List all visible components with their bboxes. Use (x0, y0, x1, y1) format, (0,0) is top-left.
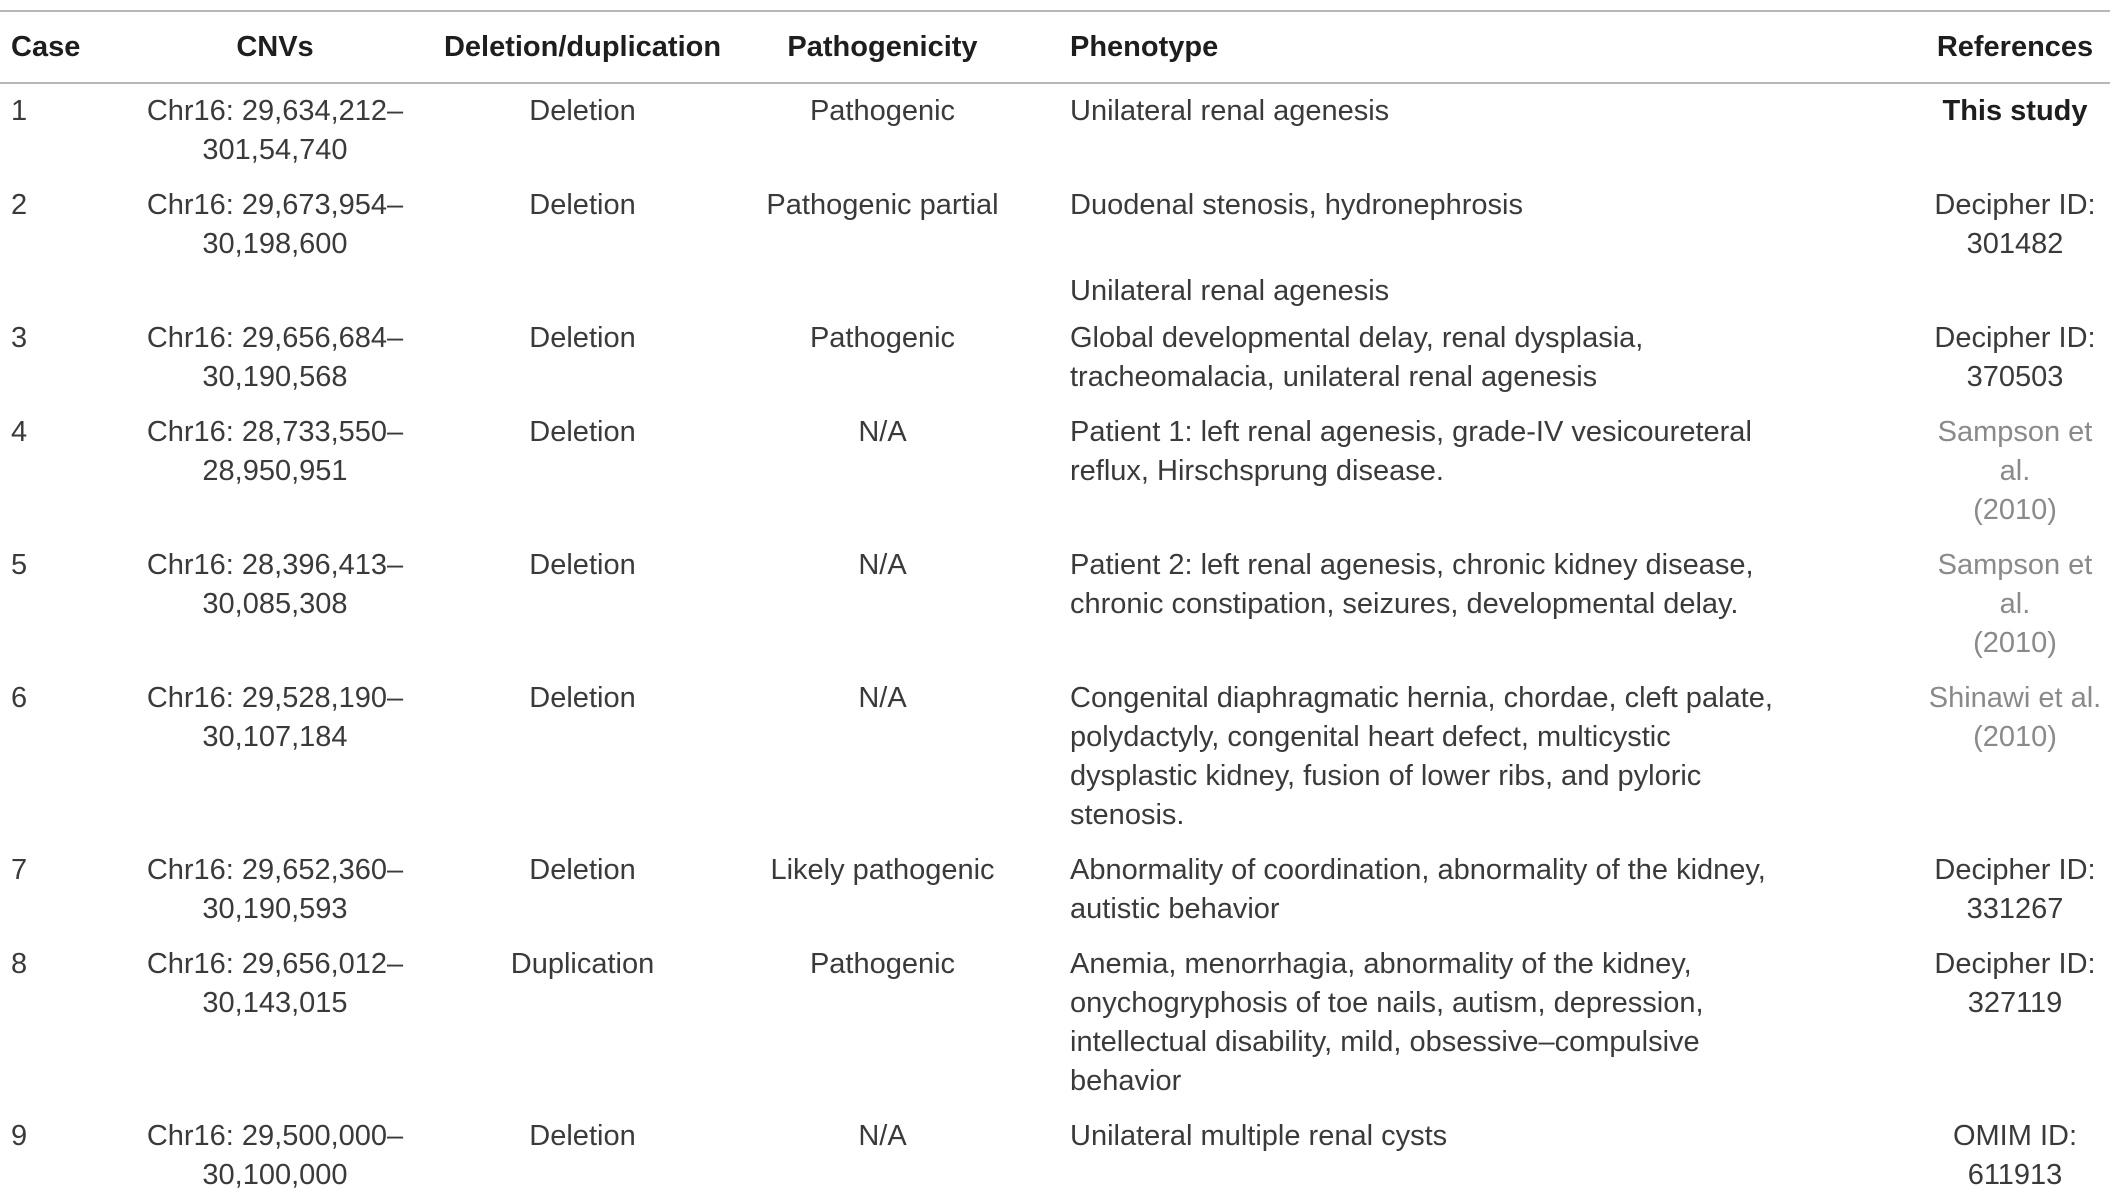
cell-case (0, 538, 110, 671)
cell-case (0, 405, 110, 538)
cell-phenotype (1040, 671, 1800, 843)
phenotype-text: Global developmental delay, renal dysplasia, tracheomalacia, unilateral renal agenesis (1070, 322, 1644, 393)
reference-line-1[interactable]: Sampson et al. (1937, 416, 2093, 487)
cell-references (1800, 843, 2110, 937)
cell-case (0, 1109, 110, 1203)
reference-line-2: 370503 (1966, 361, 2064, 393)
cell-pathogenicity (725, 311, 1040, 405)
phenotype-text: Patient 1: left renal agenesis, grade-IV vesicoureteral reflux, Hirschsprung disease. (1070, 416, 1752, 487)
table-row (0, 272, 2110, 311)
cell-cnvs (110, 272, 440, 311)
cnv-type: Deletion (529, 549, 636, 581)
cell-phenotype (1040, 311, 1800, 405)
cell-deletion-duplication (440, 671, 725, 843)
cell-phenotype (1040, 538, 1800, 671)
cell-pathogenicity (725, 538, 1040, 671)
cnv-range-end: 30,198,600 (202, 228, 348, 260)
phenotype-text: Abnormality of coordination, abnormality of the kidney, autistic behavior (1070, 854, 1766, 925)
cell-case (0, 311, 110, 405)
cell-references (1800, 272, 2110, 311)
reference-line-1: Decipher ID: (1934, 322, 2096, 354)
reference-line-2[interactable]: (2010) (1973, 627, 2057, 659)
cnv-range-start: Chr16: 29,528,190– (146, 682, 404, 714)
reference-line-1: OMIM ID: 611913 (1952, 1120, 2078, 1191)
cell-case (0, 272, 110, 311)
cell-case (0, 178, 110, 272)
table-header (0, 11, 2110, 83)
cnv-range-start: Chr16: 29,656,012– (146, 948, 404, 980)
cell-references (1800, 178, 2110, 272)
cnv-range-end: 30,190,593 (202, 893, 348, 925)
cnv-range-end: 28,950,951 (202, 455, 348, 487)
cnv-range-start: Chr16: 29,673,954– (146, 189, 404, 221)
cell-deletion-duplication (440, 1109, 725, 1203)
cnv-table (0, 10, 2110, 1203)
cell-references (1800, 83, 2110, 178)
phenotype-text: Unilateral renal agenesis (1070, 95, 1390, 127)
cell-pathogenicity (725, 272, 1040, 311)
phenotype-text: Unilateral multiple renal cysts (1070, 1120, 1448, 1152)
cell-cnvs (110, 937, 440, 1109)
cell-deletion-duplication (440, 178, 725, 272)
cell-cnvs (110, 843, 440, 937)
table-row (0, 671, 2110, 843)
cell-case (0, 83, 110, 178)
cell-phenotype (1040, 937, 1800, 1109)
case-number: 9 (11, 1120, 28, 1152)
header-deletion-duplication: Deletion/duplication (443, 30, 722, 63)
phenotype-text: Unilateral renal agenesis (1070, 275, 1390, 307)
header-case: Case (11, 30, 81, 63)
pathogenicity-value: Pathogenic (809, 948, 956, 980)
phenotype-text: Anemia, menorrhagia, abnormality of the kidney, onychogryphosis of toe nails, autism, depression, intellectual disability, mild, obsessive–compulsive behavior (1070, 948, 1704, 1097)
cell-cnvs (110, 1109, 440, 1203)
reference-line-2[interactable]: (2010) (1973, 494, 2057, 526)
cell-deletion-duplication (440, 311, 725, 405)
cell-cnvs (110, 178, 440, 272)
reference-line-1: Decipher ID: (1934, 854, 2096, 886)
cell-phenotype (1040, 178, 1800, 272)
cell-case (0, 937, 110, 1109)
table-row (0, 405, 2110, 538)
reference-line-1: This study (1942, 95, 2088, 127)
cnv-range-start: Chr16: 29,656,684– (146, 322, 404, 354)
cell-phenotype (1040, 83, 1800, 178)
cnv-range-end: 30,085,308 (202, 588, 348, 620)
cell-cnvs (110, 311, 440, 405)
pathogenicity-value: N/A (858, 682, 907, 714)
cell-deletion-duplication (440, 272, 725, 311)
cnv-range-end: 30,143,015 (202, 987, 348, 1019)
reference-line-2: 301482 (1966, 228, 2064, 260)
cnv-range-start: Chr16: 29,634,212– (146, 95, 404, 127)
cnv-range-end: 30,100,000 (202, 1159, 348, 1191)
cell-references (1800, 538, 2110, 671)
cell-cnvs (110, 83, 440, 178)
table-row (0, 1109, 2110, 1203)
cnv-range-end: 30,190,568 (202, 361, 348, 393)
cell-references (1800, 311, 2110, 405)
phenotype-text: Patient 2: left renal agenesis, chronic kidney disease, chronic constipation, seizures, developmental delay. (1070, 549, 1754, 620)
cell-cnvs (110, 538, 440, 671)
cell-pathogenicity (725, 1109, 1040, 1203)
table-row (0, 843, 2110, 937)
case-number: 1 (11, 95, 28, 127)
cell-pathogenicity (725, 83, 1040, 178)
cnv-range-start: Chr16: 29,500,000– (146, 1120, 404, 1152)
cell-deletion-duplication (440, 83, 725, 178)
cnv-range-start: Chr16: 29,652,360– (146, 854, 404, 886)
case-number: 6 (11, 682, 28, 714)
reference-line-1: Decipher ID: (1934, 189, 2096, 221)
cell-phenotype (1040, 272, 1800, 311)
table-row (0, 83, 2110, 178)
cnv-type: Deletion (529, 1120, 636, 1152)
table-body (0, 83, 2110, 1203)
reference-line-2: 327119 (1967, 987, 2063, 1019)
header-pathogenicity: Pathogenicity (787, 30, 978, 63)
case-number: 5 (11, 549, 28, 581)
reference-line-1: Decipher ID: (1934, 948, 2096, 980)
case-number: 3 (11, 322, 28, 354)
cell-phenotype (1040, 1109, 1800, 1203)
case-number: 7 (11, 854, 28, 886)
cell-cnvs (110, 671, 440, 843)
cnv-range-start: Chr16: 28,396,413– (146, 549, 404, 581)
header-phenotype: Phenotype (1070, 30, 1219, 63)
cnv-type: Deletion (529, 189, 636, 221)
cell-pathogenicity (725, 843, 1040, 937)
cnv-range-end: 301,54,740 (202, 134, 348, 166)
cnv-type: Deletion (529, 854, 636, 886)
reference-line-2[interactable]: (2010) (1973, 721, 2057, 753)
cell-references (1800, 937, 2110, 1109)
cnv-type: Deletion (529, 416, 636, 448)
cell-references (1800, 1109, 2110, 1203)
cell-deletion-duplication (440, 405, 725, 538)
cell-deletion-duplication (440, 843, 725, 937)
pathogenicity-value: N/A (858, 416, 907, 448)
table-row (0, 178, 2110, 272)
header-cnvs: CNVs (236, 30, 314, 63)
cell-phenotype (1040, 405, 1800, 538)
table-row (0, 937, 2110, 1109)
cell-pathogenicity (725, 405, 1040, 538)
header-references: References (1936, 30, 2094, 63)
cell-references (1800, 405, 2110, 538)
case-number: 8 (11, 948, 28, 980)
cnv-type: Deletion (529, 322, 636, 354)
cell-cnvs (110, 405, 440, 538)
cell-deletion-duplication (440, 538, 725, 671)
cell-pathogenicity (725, 178, 1040, 272)
table-row (0, 311, 2110, 405)
case-number: 2 (11, 189, 28, 221)
table-row (0, 538, 2110, 671)
cnv-range-start: Chr16: 28,733,550– (146, 416, 404, 448)
cell-deletion-duplication (440, 937, 725, 1109)
phenotype-text: Duodenal stenosis, hydronephrosis (1070, 189, 1523, 221)
cell-case (0, 671, 110, 843)
pathogenicity-value: N/A (858, 549, 907, 581)
cell-pathogenicity (725, 671, 1040, 843)
cnv-type: Deletion (529, 682, 636, 714)
pathogenicity-value: Pathogenic (809, 95, 956, 127)
reference-line-2: 331267 (1966, 893, 2064, 925)
cnv-type: Deletion (529, 95, 636, 127)
phenotype-text: Congenital diaphragmatic hernia, chordae, cleft palate, polydactyly, congenital heart defect, multicystic dysplastic kidney, fusion of lower ribs, and pyloric stenosis. (1070, 682, 1773, 831)
cnv-range-end: 30,107,184 (202, 721, 348, 753)
pathogenicity-value: N/A (858, 1120, 907, 1152)
cell-case (0, 843, 110, 937)
cell-pathogenicity (725, 937, 1040, 1109)
pathogenicity-value: Pathogenic partial (766, 189, 999, 221)
pathogenicity-value: Likely pathogenic (770, 854, 995, 886)
reference-line-1[interactable]: Sampson et al. (1937, 549, 2093, 620)
case-number: 4 (11, 416, 28, 448)
cell-references (1800, 671, 2110, 843)
reference-line-1[interactable]: Shinawi et al. (1928, 682, 2102, 714)
cnv-type: Duplication (510, 948, 655, 980)
cell-phenotype (1040, 843, 1800, 937)
pathogenicity-value: Pathogenic (809, 322, 956, 354)
